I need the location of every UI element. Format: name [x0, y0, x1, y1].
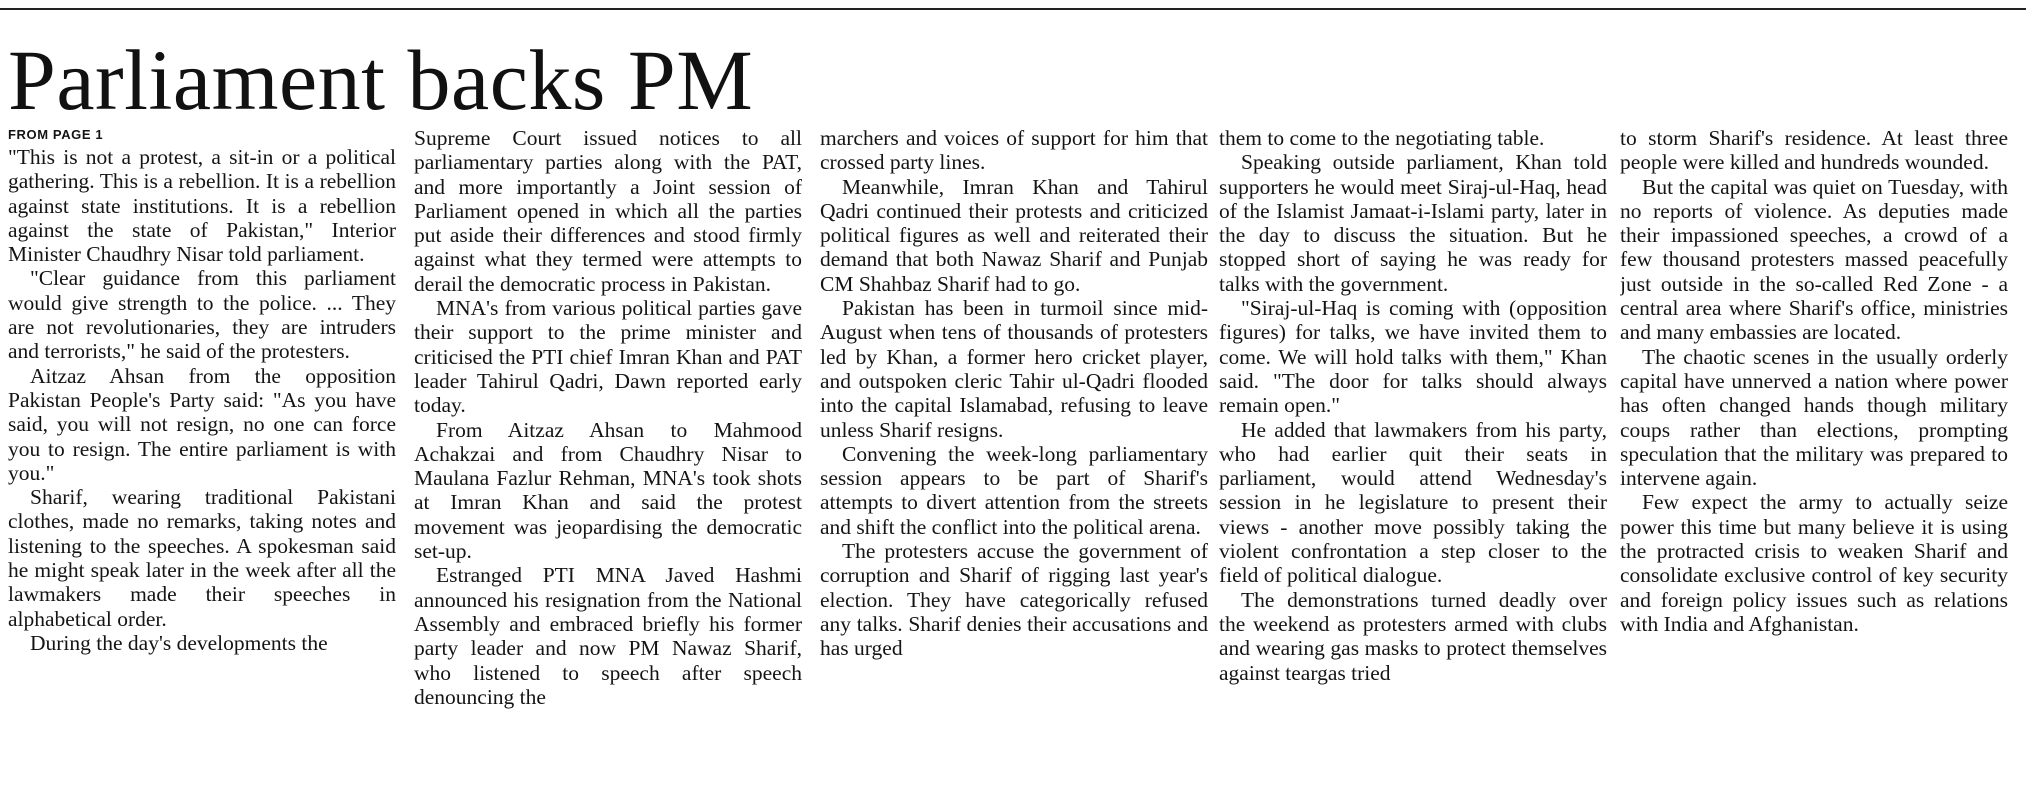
- paragraph: Speaking outside parliament, Khan told supporters he would meet Siraj-ul-Haq, head of the Islamist Jamaat-i-Islami party, later in the day to discuss the situation. But he stopped short of saying he was ready for talks with the government.: [1219, 150, 1607, 296]
- paragraph: them to come to the negotiating table.: [1219, 126, 1545, 150]
- paragraph: Supreme Court issued notices to all parliamentary parties along with the PAT, and more importantly a Joint session of Parliament opened in which all the parties put aside their differences and stood firmly against what they termed were attempts to derail the democratic process in Pakistan.: [414, 126, 802, 296]
- column-1: [8, 126, 396, 791]
- paragraph: Estranged PTI MNA Javed Hashmi announced his resignation from the National Assembly and embraced briefly his former party leader and now PM Nawaz Sharif, who listened to speech after speech denouncing the: [414, 563, 802, 709]
- paragraph: Convening the week-long parliamentary session appears to be part of Sharif's attempts to divert attention from the streets and shift the conflict into the political arena.: [820, 441, 1208, 539]
- paragraph: "Siraj-ul-Haq is coming with (opposition figures) for talks, we have invited them to come. We will hold talks with them," Khan said. "The door for talks should always remain open.": [1219, 296, 1607, 418]
- column-5: [1620, 126, 2008, 791]
- paragraph: marchers and voices of support for him that crossed party lines.: [820, 126, 1208, 175]
- paragraph: "This is not a protest, a sit-in or a political gathering. This is a rebellion. It is a rebellion against state institutions. It is a rebellion against the state of Pakistan," Interior Minister Chaudhry Nisar told parliament.: [8, 145, 396, 267]
- paragraph: MNA's from various political parties gave their support to the prime minister and criticised the PTI chief Imran Khan and PAT leader Tahirul Qadri, Dawn reported early today.: [414, 296, 802, 418]
- paragraph: to storm Sharif's residence. At least three people were killed and hundreds wounded.: [1620, 126, 2008, 175]
- paragraph: He added that lawmakers from his party, who had earlier quit their seats in parliament, would attend Wednesday's session in he legislature to present their views - another move possibly taking the violent confrontation a step closer to the field of political dialogue.: [1219, 417, 1607, 588]
- paragraph: From Aitzaz Ahsan to Mahmood Achakzai and from Chaudhry Nisar to Maulana Fazlur Rehman, MNA's took shots at Imran Khan and said the protest movement was jeopardising the democratic set-up.: [414, 417, 802, 564]
- paragraph: The chaotic scenes in the usually orderly capital have unnerved a nation where power has often changed hands though military coups rather than elections, prompting speculation that the military was prepared to intervene again.: [1620, 344, 2008, 491]
- paragraph: The protesters accuse the government of corruption and Sharif of rigging last year's election. They have categorically refused any talks. Sharif denies their accusations and has urged: [820, 539, 1208, 661]
- paragraph: Pakistan has been in turmoil since mid-August when tens of thousands of protesters led by Khan, a former hero cricket player, and outspoken cleric Tahir ul-Qadri flooded into the capital Islamabad, refusing to leave unless Sharif resigns.: [820, 296, 1208, 442]
- headline: Parliament backs PM: [8, 32, 754, 128]
- column-3: [820, 126, 1208, 791]
- column-4: [1219, 126, 1607, 791]
- paragraph: The demonstrations turned deadly over the weekend as protesters armed with clubs and wearing gas masks to protect themselves against teargas tried: [1219, 587, 1607, 685]
- top-rule: [0, 8, 2026, 10]
- kicker: FROM PAGE 1: [8, 127, 104, 142]
- paragraph: Few expect the army to actually seize power this time but many believe it is using the protracted crisis to weaken Sharif and consolidate exclusive control of key security and foreign policy issues such as relations with India and Afghanistan.: [1620, 490, 2008, 636]
- paragraph: But the capital was quiet on Tuesday, with no reports of violence. As deputies made their impassioned speeches, a crowd of a few thousand protesters massed peacefully just outside in the so-called Red Zone - a central area where Sharif's office, ministries and many embassies are located.: [1620, 174, 2008, 345]
- paragraph: During the day's developments the: [30, 630, 328, 655]
- paragraph: Aitzaz Ahsan from the opposition Pakistan People's Party said: "As you have said, you will not resign, no one can force you to resign. The entire parliament is with you.": [8, 363, 396, 485]
- paragraph: "Clear guidance from this parliament would give strength to the police. ... They are not revolutionaries, they are intruders and terrorists," he said of the protesters.: [8, 266, 396, 364]
- column-2: [414, 126, 802, 791]
- paragraph: Sharif, wearing traditional Pakistani clothes, made no remarks, taking notes and listening to the speeches. A spokesman said he might speak later in the week after all the lawmakers made their speeches in alphabetical order.: [8, 485, 396, 631]
- paragraph: Meanwhile, Imran Khan and Tahirul Qadri continued their protests and criticized political figures as well and reiterated their demand that both Nawaz Sharif and Punjab CM Shahbaz Sharif had to go.: [820, 174, 1208, 296]
- article-body: [0, 126, 2026, 791]
